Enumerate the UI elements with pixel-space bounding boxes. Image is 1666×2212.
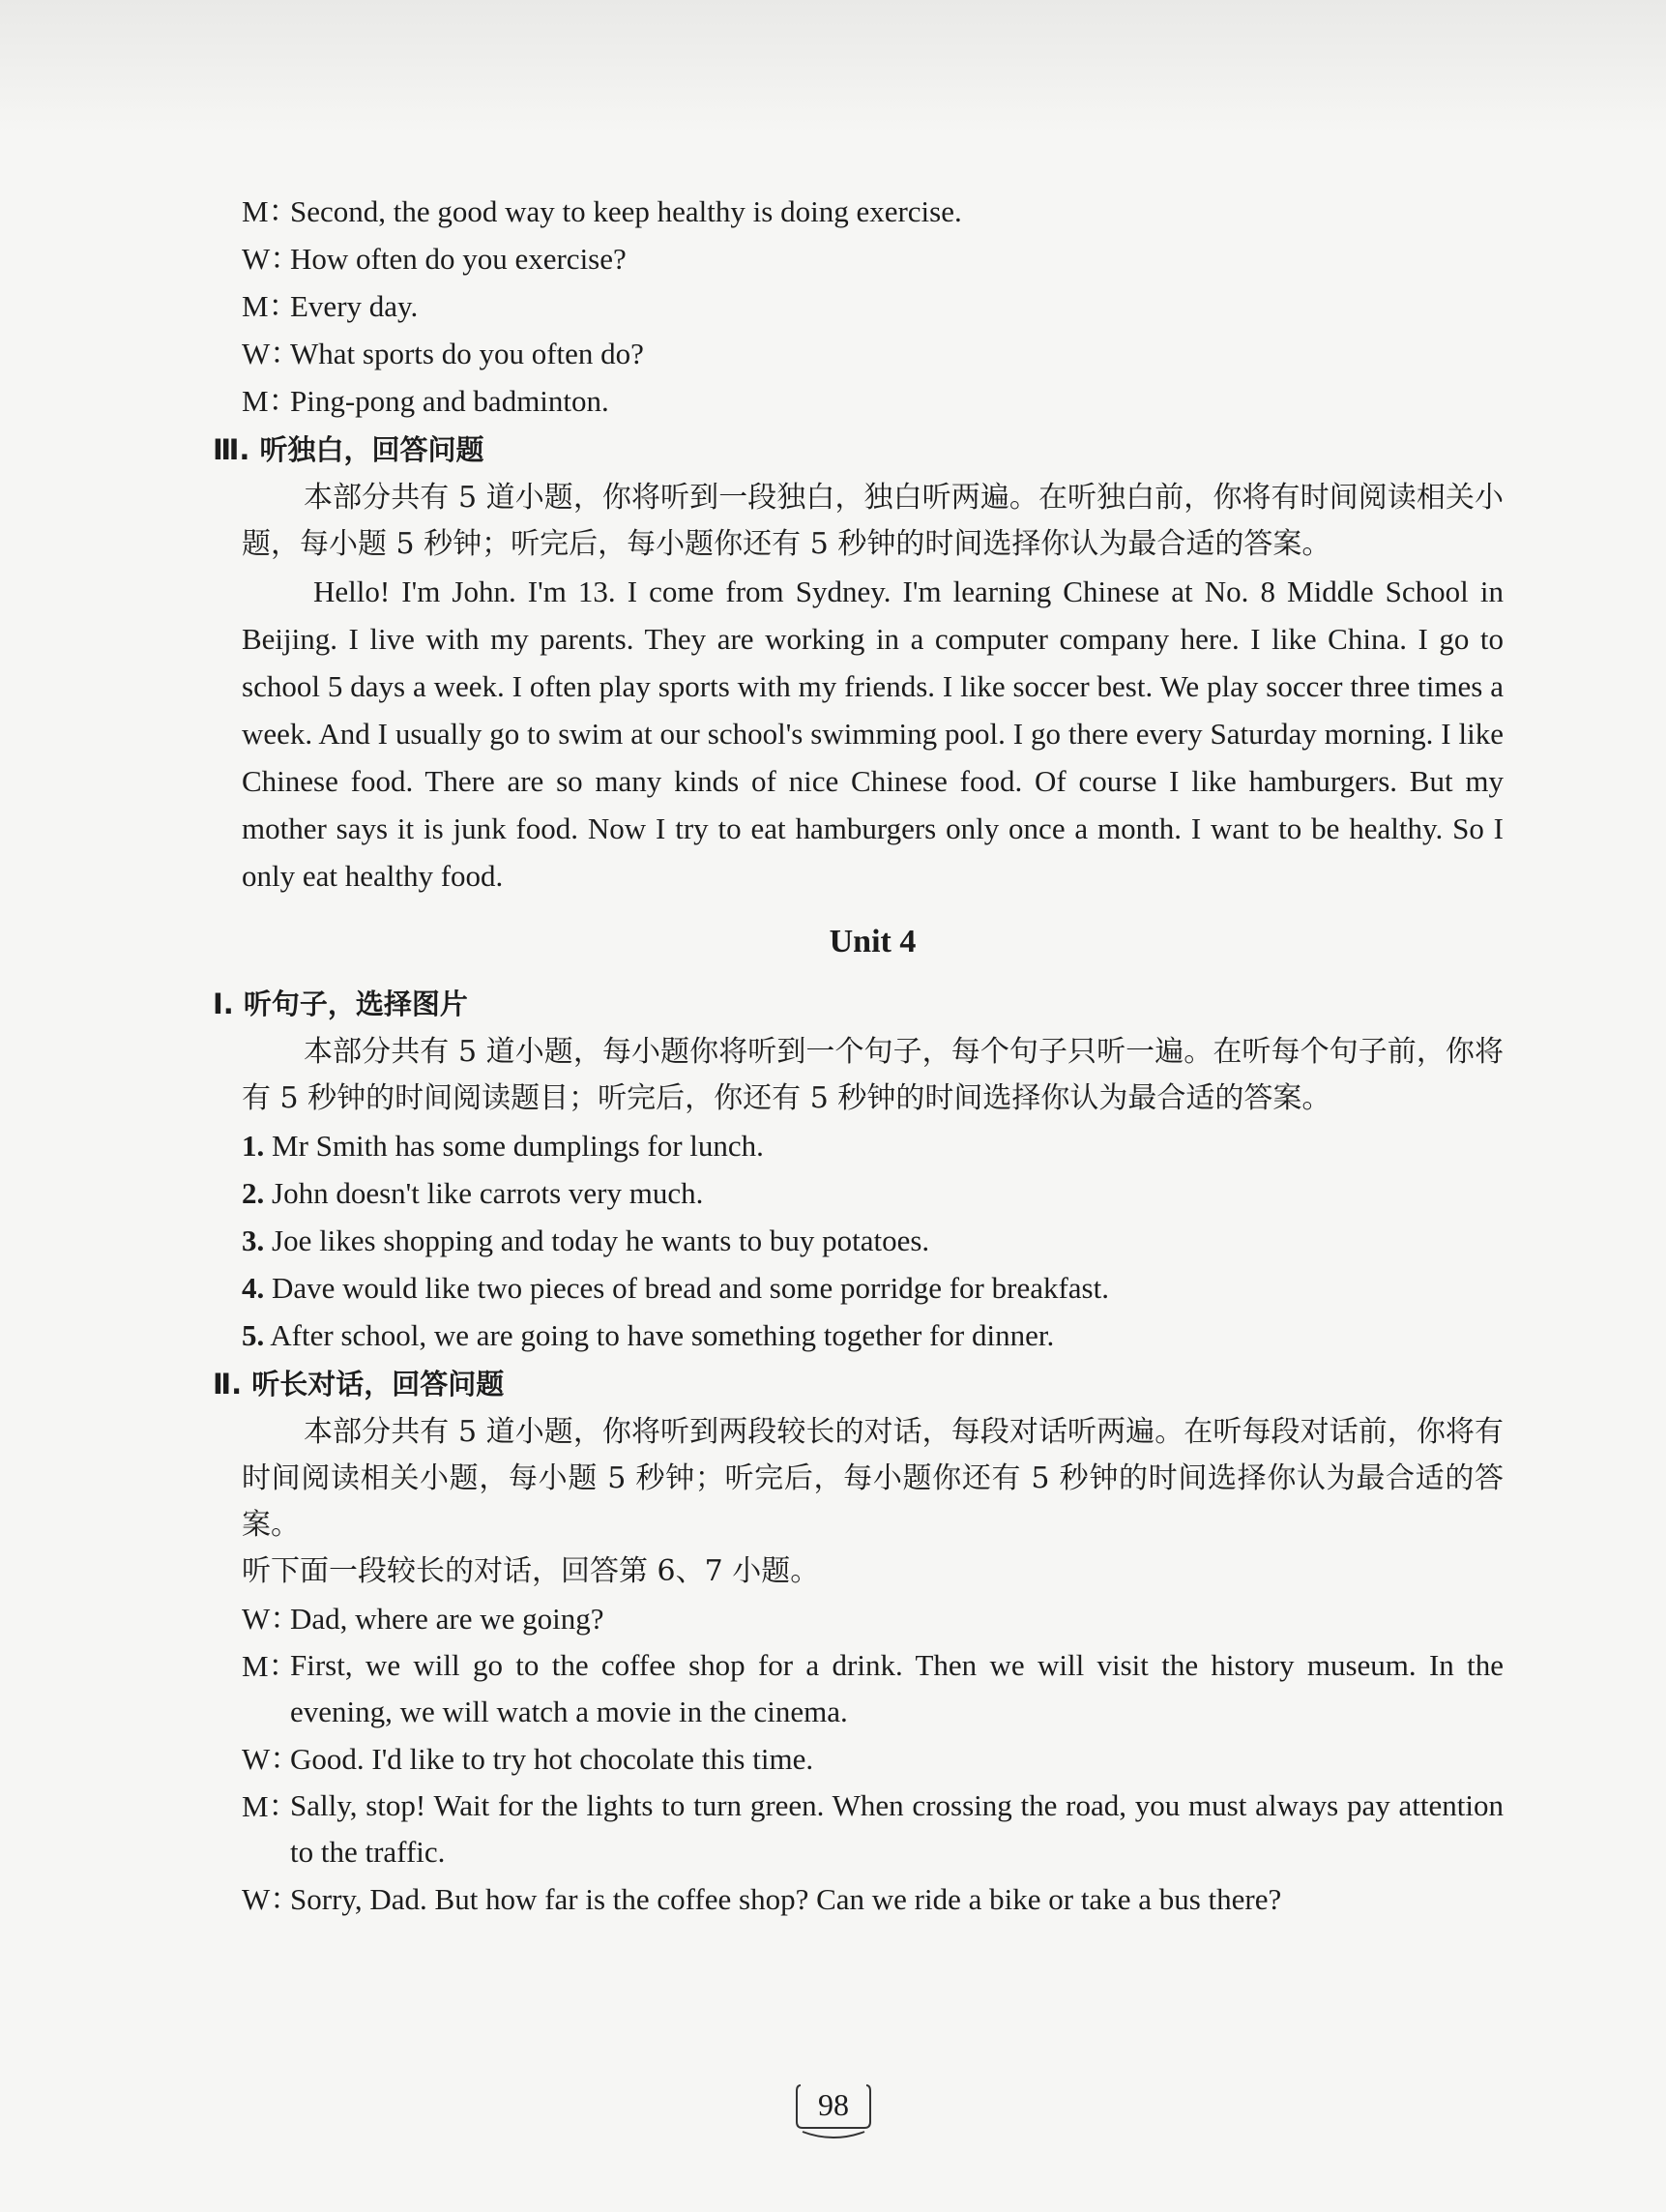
dialog-line <box>242 282 1504 330</box>
dialog-line <box>242 377 1504 425</box>
speaker: W： <box>242 1602 301 1636</box>
section-2-subinstruction: 听下面一段较长的对话，回答第 6、7 小题。 <box>242 1554 820 1588</box>
speaker: M： <box>242 1789 299 1823</box>
dialog-line <box>242 1875 1504 1923</box>
speaker: M： <box>242 289 299 323</box>
section-2-instruction: 本部分共有 5 道小题，你将听到两段较长的对话，每段对话听两遍。在听每段对话前，你将有时间阅读相关小题，每小题 5 秒钟；听完后，每小题你还有 5 秒钟的时间选择你认为最合适的答案。 <box>242 1415 1504 1542</box>
dialog-line <box>242 235 1504 282</box>
item-number: 4. <box>242 1271 265 1305</box>
list-item <box>242 1217 1504 1264</box>
section-2-heading: Ⅱ. 听长对话，回答问题 <box>213 1368 505 1401</box>
speaker: W： <box>242 242 301 276</box>
section-1-instruction: 本部分共有 5 道小题，每小题你将听到一个句子，每个句子只听一遍。在听每个句子前，你将有 5 秒钟的时间阅读题目；听完后，你还有 5 秒钟的时间选择你认为最合适的答案。 <box>242 1035 1504 1115</box>
speaker: M： <box>242 1649 299 1683</box>
page-number-text: 98 <box>818 2087 849 2122</box>
dialog-line <box>242 330 1504 377</box>
utterance: What sports do you often do? <box>290 337 644 370</box>
utterance: Sally, stop! Wait for the lights to turn green. When crossing the road, you must always pay attention to the traffic. <box>290 1788 1504 1869</box>
dialog-line <box>242 1735 1504 1783</box>
list-item <box>242 1122 1504 1169</box>
utterance: First, we will go to the coffee shop for a drink. Then we will visit the history museum. In the evening, we will watch a movie in the cinema. <box>290 1648 1504 1728</box>
unit-title: Unit 4 <box>829 924 917 959</box>
dialog-line <box>242 1642 1504 1735</box>
speaker: W： <box>242 1742 301 1776</box>
dialog <box>242 1595 1504 1923</box>
item-number: 3. <box>242 1224 265 1257</box>
utterance: How often do you exercise? <box>290 242 627 276</box>
item-number: 5. <box>242 1318 265 1352</box>
utterance: Every day. <box>290 289 419 323</box>
scan-top-shading <box>0 0 1666 135</box>
speaker: M： <box>242 384 299 418</box>
list-item <box>242 1312 1504 1359</box>
item-text: After school, we are going to have something together for dinner. <box>270 1318 1055 1352</box>
dialog-line <box>242 1595 1504 1642</box>
list-item <box>242 1264 1504 1312</box>
speaker: W： <box>242 1882 301 1916</box>
dialog-continued <box>242 188 1504 425</box>
speaker: W： <box>242 337 301 370</box>
utterance: Dad, where are we going? <box>290 1602 604 1636</box>
dialog-line <box>242 188 1504 235</box>
item-text: Dave would like two pieces of bread and some porridge for breakfast. <box>272 1271 1109 1305</box>
item-text: Mr Smith has some dumplings for lunch. <box>272 1129 764 1163</box>
item-text: John doesn't like carrots very much. <box>272 1176 704 1210</box>
utterance: Good. I'd like to try hot chocolate this time. <box>290 1742 814 1776</box>
list-item <box>242 1169 1504 1217</box>
section-3-monologue: Hello! I'm John. I'm 13. I come from Sydney. I'm learning Chinese at No. 8 Middle School in Beijing. I live with my parents. They are working in a computer company here. I like China. I go to school 5 days a week. I often play sports with my friends. I like soccer best. We play soccer three times a week. And I usually go to swim at our school's swimming pool. I go there every Saturday morning. I like Chinese food. There are so many kinds of nice Chinese food. Of course I like hamburgers. But my mother says it is junk food. Now I try to eat hamburgers only once a month. I want to be healthy. So I only eat healthy food. <box>242 575 1504 893</box>
item-number: 2. <box>242 1176 265 1210</box>
page-number <box>795 2079 872 2141</box>
sentence-list <box>242 1122 1504 1359</box>
speaker: M： <box>242 194 299 228</box>
item-text: Joe likes shopping and today he wants to buy potatoes. <box>272 1224 930 1257</box>
section-3-instruction: 本部分共有 5 道小题，你将听到一段独白，独白听两遍。在听独白前，你将有时间阅读相关小题，每小题 5 秒钟；听完后，每小题你还有 5 秒钟的时间选择你认为最合适的答案。 <box>242 481 1504 561</box>
utterance: Second, the good way to keep healthy is doing exercise. <box>290 194 962 228</box>
dialog-line <box>242 1783 1504 1875</box>
utterance: Sorry, Dad. But how far is the coffee shop? Can we ride a bike or take a bus there? <box>290 1882 1282 1916</box>
item-number: 1. <box>242 1129 265 1163</box>
utterance: Ping-pong and badminton. <box>290 384 609 418</box>
document-page <box>213 188 1504 1923</box>
section-1-heading: Ⅰ. 听句子，选择图片 <box>213 988 468 1020</box>
section-3-heading: Ⅲ. 听独白，回答问题 <box>213 433 484 466</box>
